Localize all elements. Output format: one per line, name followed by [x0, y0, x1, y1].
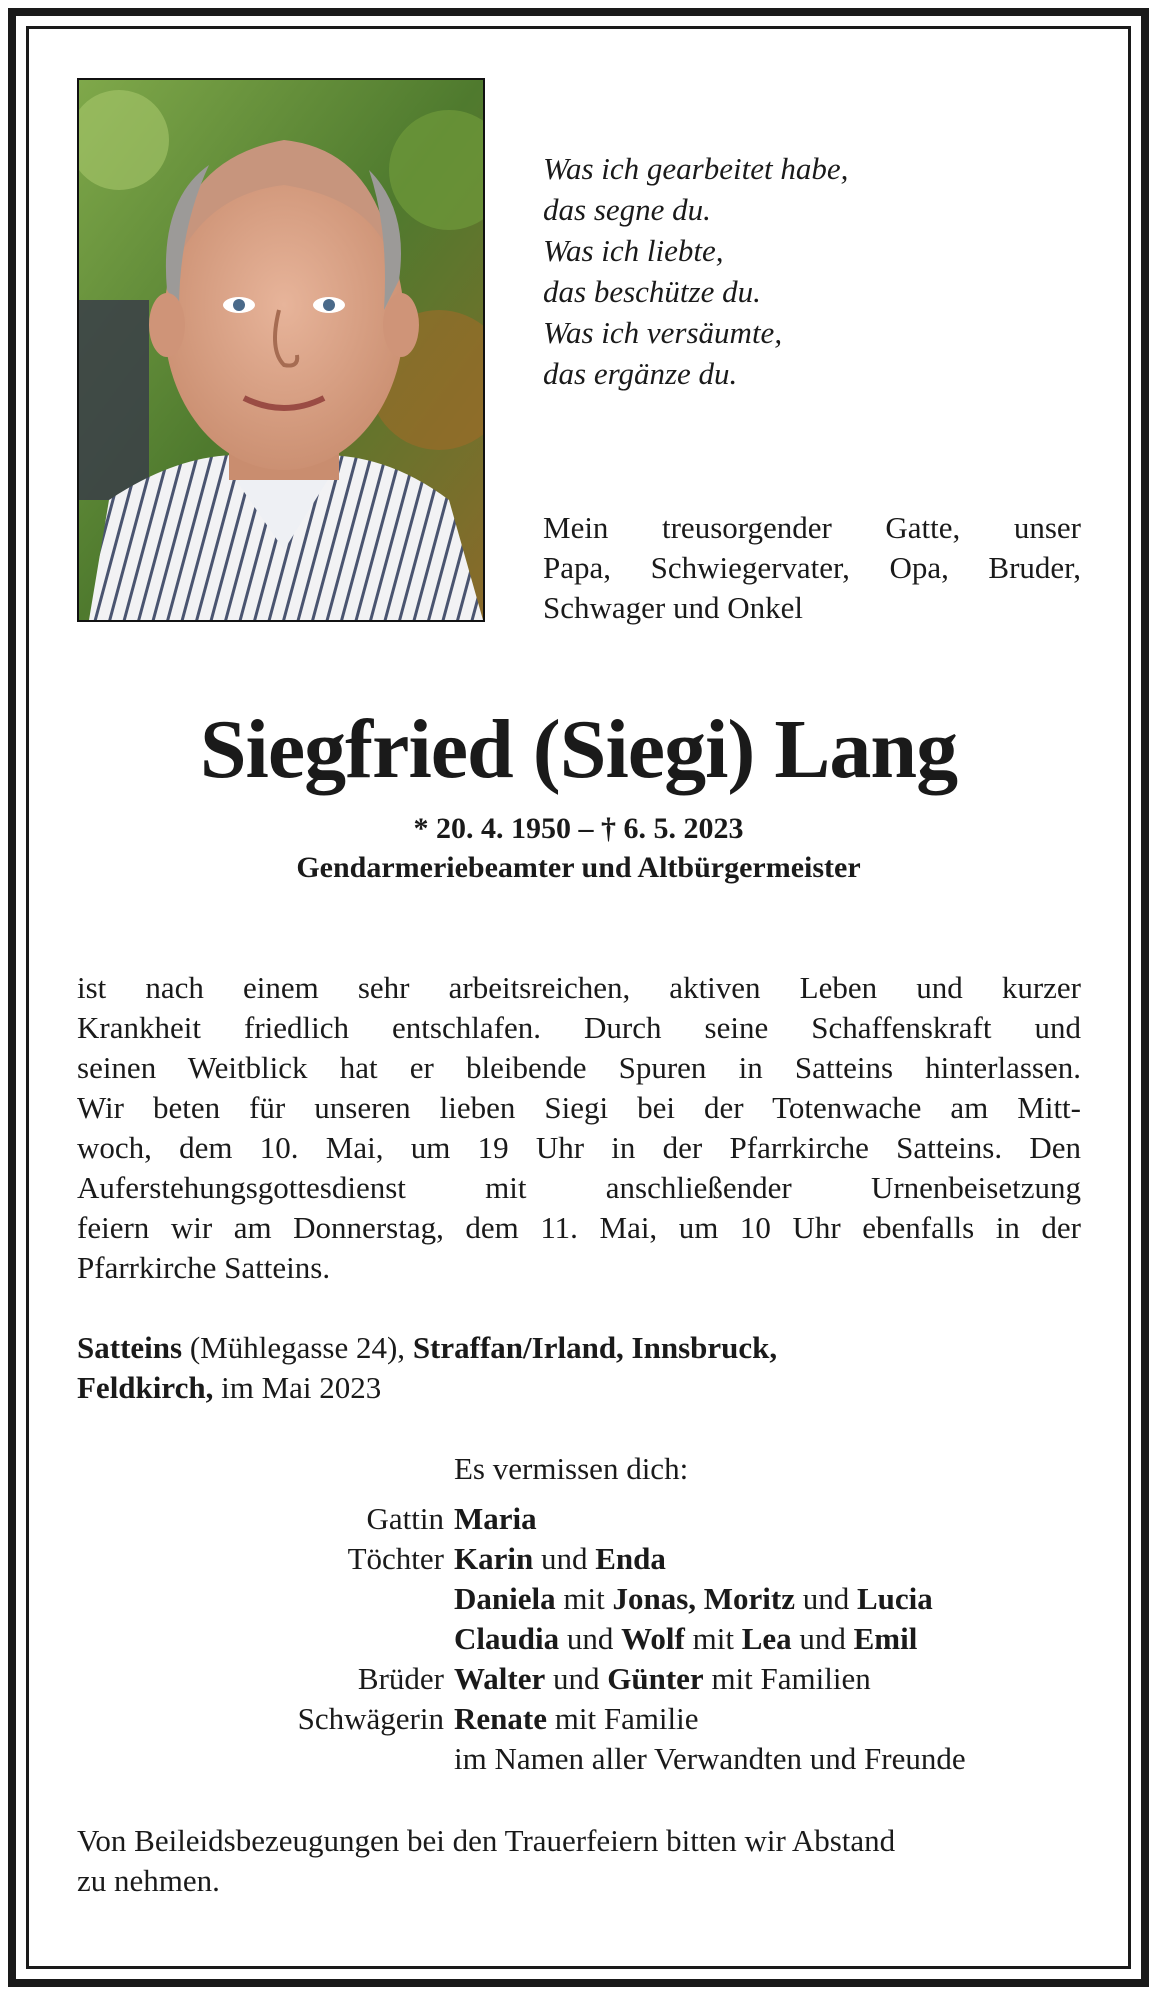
- mourner-row: [0, 1579, 1157, 1619]
- mourner-connector: und: [559, 1621, 622, 1656]
- poem-line: Was ich gearbeitet habe,: [543, 151, 849, 186]
- mourner-name: Daniela: [454, 1581, 556, 1616]
- mourner-names: [454, 1659, 871, 1699]
- closing-line: Von Beileidsbezeugungen bei den Trauerfeiern bitten wir Abstand: [77, 1823, 896, 1858]
- mourner-names: [454, 1619, 917, 1659]
- body-line: woch, dem 10. Mai, um 19 Uhr in der Pfarrkirche Satteins. Den: [77, 1130, 1081, 1165]
- place-bold: Straffan/Irland, Innsbruck,: [412, 1330, 778, 1365]
- mourner-names: [454, 1579, 933, 1619]
- mourner-row: [0, 1619, 1157, 1659]
- place-bold: Satteins: [77, 1330, 183, 1365]
- mourner-row: [0, 1699, 1157, 1739]
- closing-line: zu nehmen.: [77, 1863, 220, 1898]
- mourner-names: [454, 1539, 666, 1579]
- mourner-role: Töchter: [347, 1541, 444, 1576]
- life-dates: * 20. 4. 1950 – † 6. 5. 2023: [413, 812, 744, 845]
- poem-line: Was ich liebte,: [543, 233, 724, 268]
- mourner-role: Brüder: [357, 1661, 444, 1696]
- place-plain: (Mühlegasse 24),: [182, 1330, 413, 1365]
- places-line-1: [77, 1328, 1081, 1368]
- mourner-connector: und: [533, 1541, 596, 1576]
- body-line: feiern wir am Donnerstag, dem 11. Mai, um 10 Uhr ebenfalls in der: [77, 1210, 1081, 1245]
- body-line: Auferstehungsgottesdienst mit anschließender Urnenbeisetzung: [77, 1170, 1081, 1205]
- places-and-date: [77, 1328, 1081, 1408]
- place-plain: im Mai 2023: [213, 1370, 382, 1405]
- mourner-name: Jonas, Moritz: [612, 1581, 795, 1616]
- body-line: Pfarrkirche Satteins.: [77, 1250, 331, 1285]
- mourner-connector: und: [791, 1621, 854, 1656]
- poem-line: das ergänze du.: [543, 356, 738, 391]
- mourner-names: [454, 1699, 699, 1739]
- mourner-row: [0, 1739, 1157, 1779]
- mourner-name: Karin: [454, 1541, 534, 1576]
- mourner-role: Gattin: [366, 1501, 444, 1536]
- mourner-connector: mit Familien: [703, 1661, 871, 1696]
- mourner-name: Claudia: [454, 1621, 560, 1656]
- mourner-name: Enda: [595, 1541, 666, 1576]
- mourner-name: Renate: [454, 1701, 547, 1736]
- body-line: Krankheit friedlich entschlafen. Durch seine Schaffenskraft und: [77, 1010, 1081, 1045]
- mourner-connector: mit: [555, 1581, 613, 1616]
- body-line: Wir beten für unseren lieben Siegi bei der Totenwache am Mitt-: [77, 1090, 1081, 1125]
- deceased-name: Siegfried (Siegi) Lang: [199, 703, 958, 796]
- main-announcement: [77, 968, 1081, 1288]
- mourner-connector: mit: [684, 1621, 742, 1656]
- condolence-note: [77, 1821, 1081, 1901]
- mourner-row: [0, 1499, 1157, 1539]
- poem-line: Was ich versäumte,: [543, 315, 783, 350]
- intro-text: [543, 508, 1081, 628]
- mourner-row: [0, 1659, 1157, 1699]
- body-line: ist nach einem sehr arbeitsreichen, aktiven Leben und kurzer: [77, 970, 1081, 1005]
- mourner-names: [454, 1499, 537, 1539]
- mourner-row: [0, 1539, 1157, 1579]
- mourner-connector: und: [545, 1661, 608, 1696]
- occupation-title: Gendarmeriebeamter und Altbürgermeister: [296, 851, 861, 884]
- body-line: seinen Weitblick hat er bleibende Spuren in Satteins hinterlassen.: [77, 1050, 1081, 1085]
- place-bold: Feldkirch,: [77, 1370, 214, 1405]
- mourner-name: Walter: [454, 1661, 546, 1696]
- mourner-connector: mit Familie: [546, 1701, 699, 1736]
- mourner-role: Schwägerin: [297, 1701, 444, 1736]
- places-line-2: [77, 1368, 1081, 1408]
- intro-line: Papa, Schwiegervater, Opa, Bruder,: [543, 550, 1081, 585]
- poem-verse: [543, 148, 1063, 394]
- mourner-name: Lucia: [857, 1581, 933, 1616]
- portrait-photo: [77, 78, 485, 622]
- mourner-connector: und: [795, 1581, 857, 1616]
- intro-line: Mein treusorgender Gatte, unser: [543, 510, 1081, 545]
- mourner-name: Wolf: [621, 1621, 685, 1656]
- mourner-name: Lea: [741, 1621, 792, 1656]
- poem-line: das beschütze du.: [543, 274, 761, 309]
- mourners-list: [0, 1499, 1157, 1779]
- mourner-names: [454, 1739, 966, 1779]
- mourner-name: Emil: [853, 1621, 918, 1656]
- poem-line: das segne du.: [543, 192, 711, 227]
- mourner-connector: im Namen aller Verwandten und Freunde: [454, 1741, 966, 1776]
- mourners-heading: Es vermissen dich:: [454, 1451, 689, 1486]
- intro-line: Schwager und Onkel: [543, 590, 803, 625]
- mourner-name: Günter: [607, 1661, 704, 1696]
- mourner-name: Maria: [454, 1501, 537, 1536]
